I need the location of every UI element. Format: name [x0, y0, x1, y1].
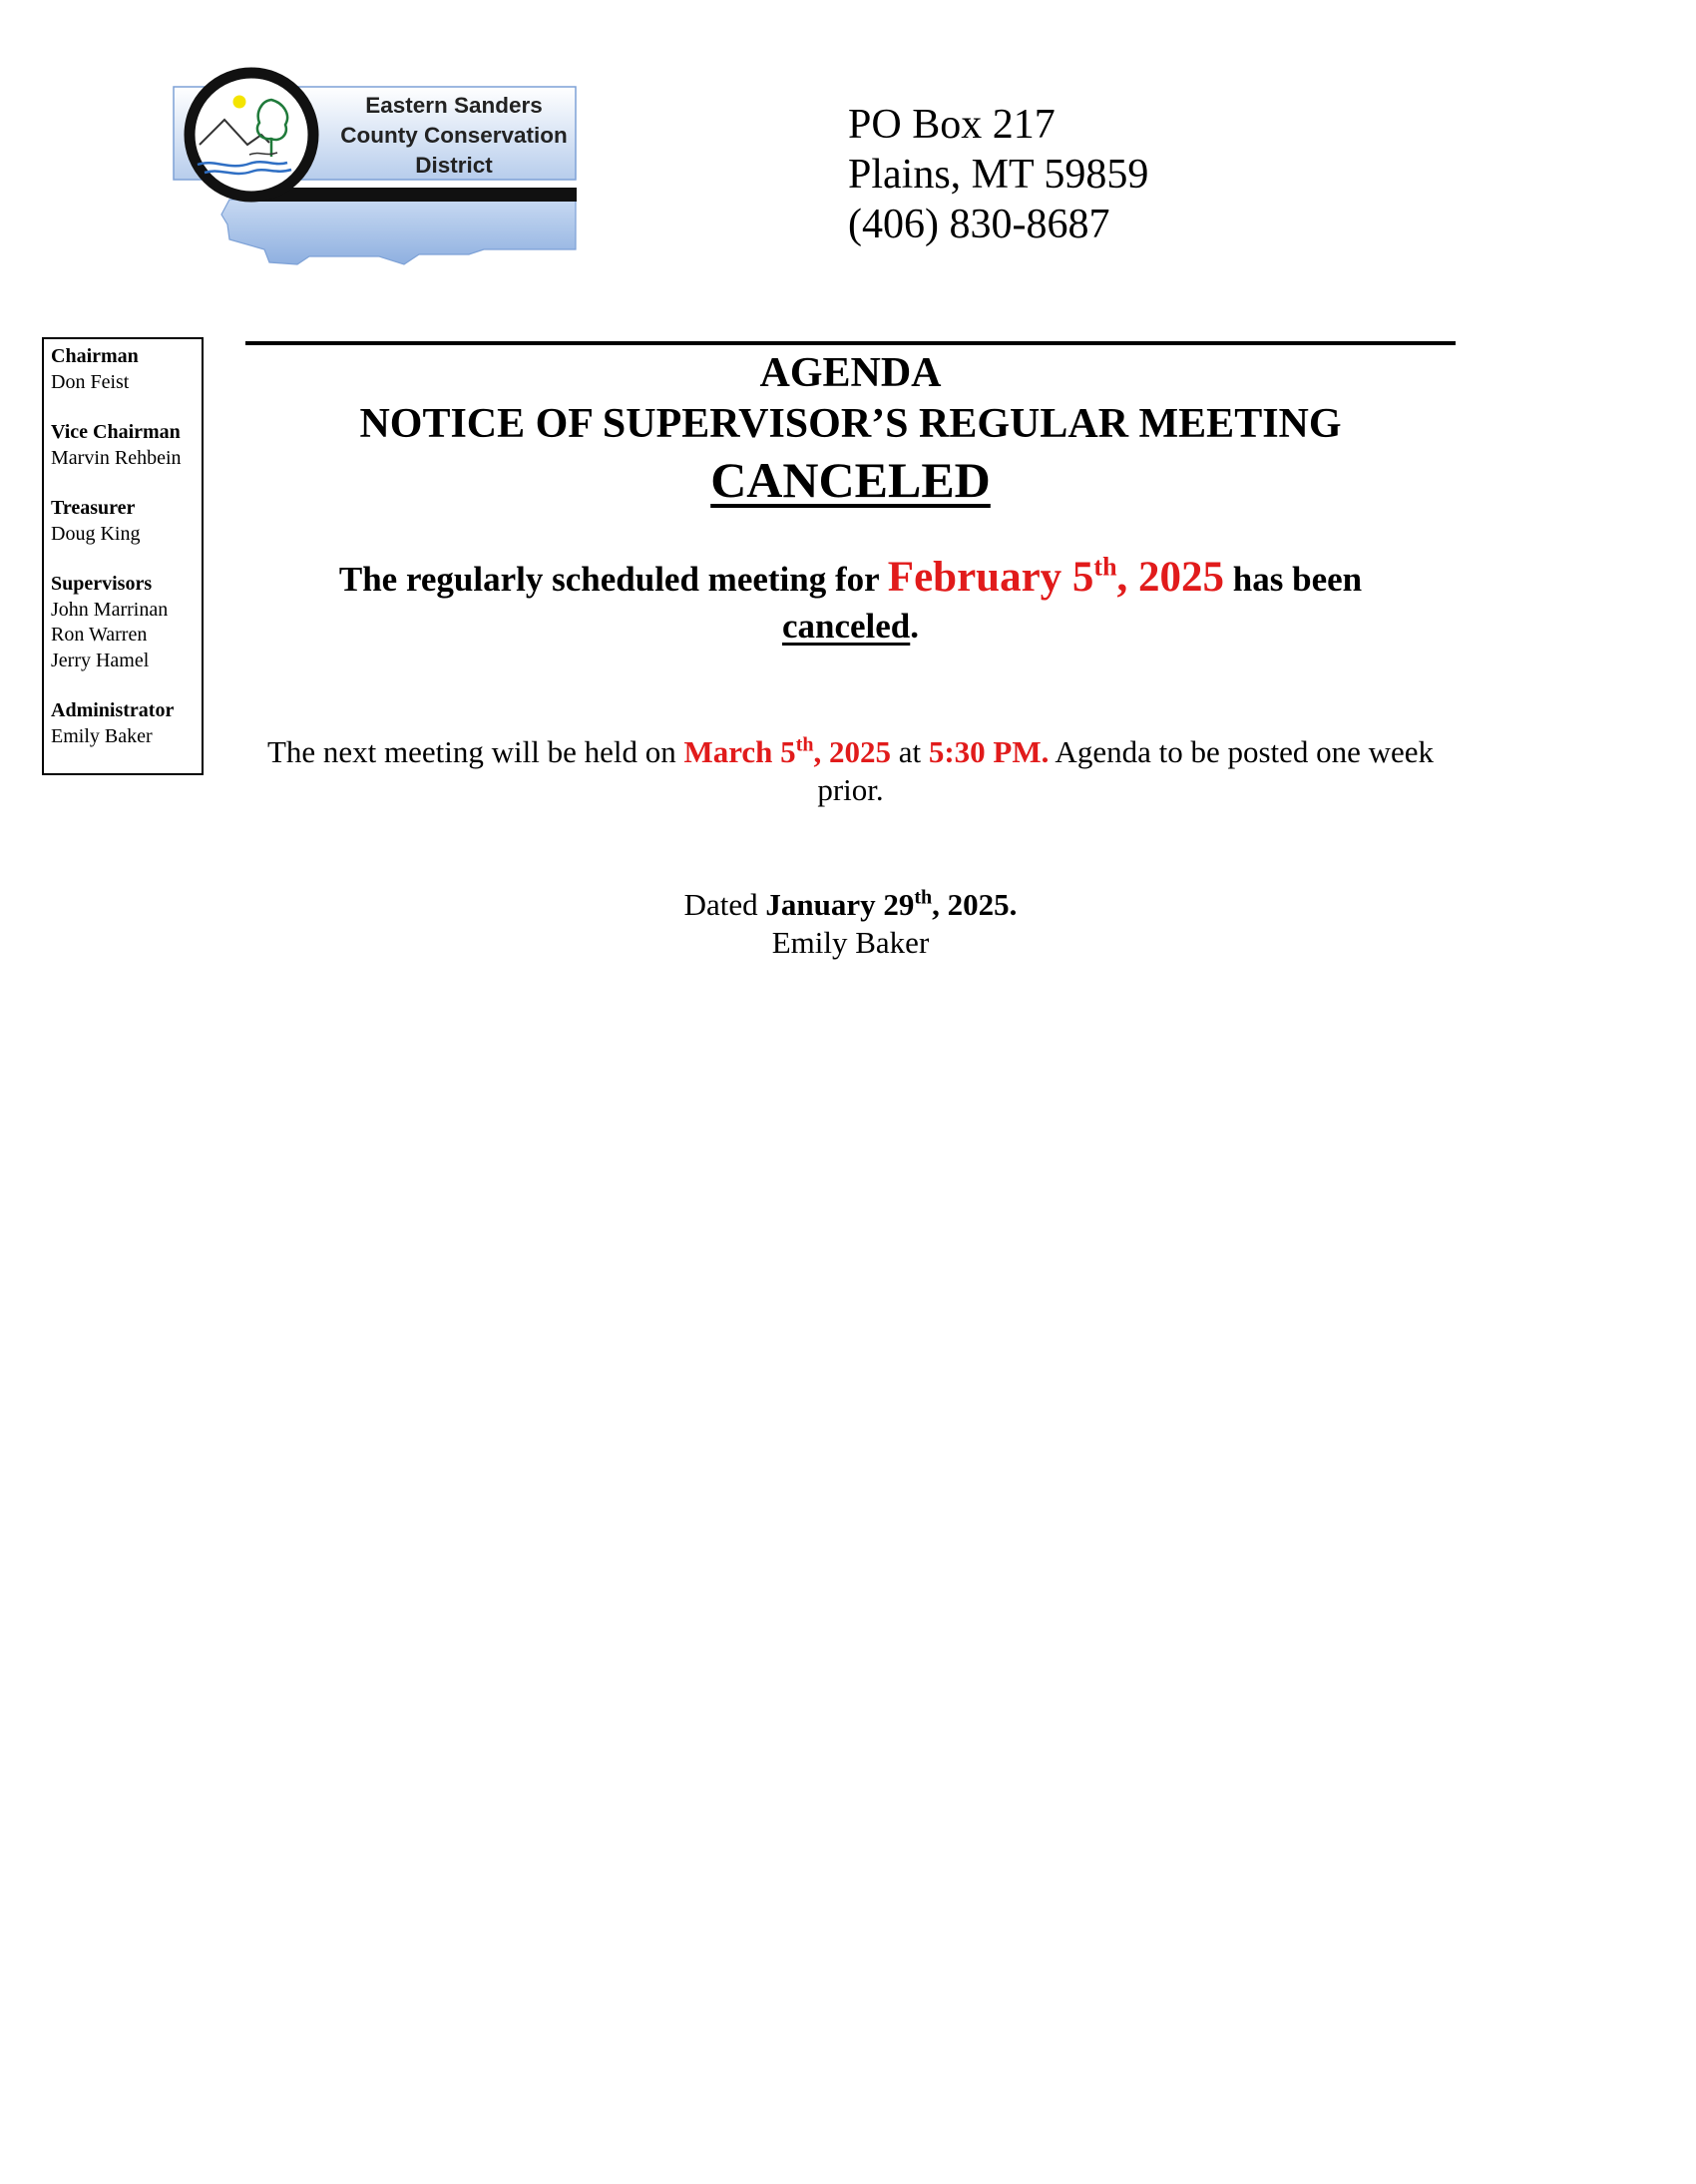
- logo-text-line-2: County Conservation: [340, 123, 568, 148]
- mailing-address: [848, 100, 1148, 249]
- canceled-date-year: , 2025: [1116, 554, 1225, 601]
- treasurer-name: Doug King: [51, 522, 141, 545]
- dated-date: [765, 887, 1017, 922]
- supervisor-name: Ron Warren: [51, 624, 148, 646]
- administrator-group: [51, 698, 202, 749]
- signer-name: Emily Baker: [771, 925, 930, 960]
- administrator-name: Emily Baker: [51, 724, 153, 747]
- supervisor-name: John Marrinan: [51, 598, 169, 621]
- canceled-heading: [245, 451, 1456, 509]
- montana-map-icon: [221, 200, 576, 264]
- next-meeting-date: [683, 734, 891, 769]
- canceled-date-suffix: th: [1093, 552, 1117, 582]
- chairman-label: Chairman: [51, 345, 139, 367]
- canceled-status: CANCELED: [710, 452, 991, 508]
- logo-text-line-1: Eastern Sanders: [365, 93, 543, 118]
- address-po-box: PO Box 217: [848, 102, 1056, 148]
- next-date-year: , 2025: [813, 734, 891, 769]
- vice-chairman-label: Vice Chairman: [51, 421, 181, 443]
- dated-date-suffix: th: [914, 886, 933, 909]
- chairman-name: Don Feist: [51, 370, 130, 393]
- canceled-meeting-date: [888, 554, 1224, 601]
- agenda-heading: AGENDA: [759, 350, 942, 396]
- next-meeting-notice: [235, 733, 1466, 809]
- header-divider: [245, 341, 1456, 345]
- cancellation-statement: [245, 554, 1456, 650]
- treasurer-label: Treasurer: [51, 497, 136, 519]
- next-meeting-time: 5:30 PM.: [928, 734, 1050, 769]
- next-meeting-prefix: The next meeting will be held on: [266, 734, 684, 769]
- logo-text: [319, 91, 589, 181]
- district-logo: [170, 65, 589, 279]
- supervisors-label: Supervisors: [51, 573, 153, 595]
- statement-prefix: The regularly scheduled meeting for: [338, 560, 888, 599]
- supervisors-group: [51, 572, 202, 673]
- chairman-group: [51, 344, 202, 395]
- notice-subheading: NOTICE OF SUPERVISOR’S REGULAR MEETING: [359, 401, 1342, 447]
- supervisor-name: Jerry Hamel: [51, 649, 150, 671]
- next-date-text: March 5: [683, 734, 796, 769]
- next-date-suffix: th: [795, 733, 814, 756]
- next-meeting-at: at: [890, 734, 929, 769]
- logo-text-line-3: District: [415, 153, 493, 178]
- treasurer-group: [51, 496, 202, 547]
- statement-canceled-word: canceled: [781, 607, 911, 646]
- vice-chairman-group: [51, 420, 202, 471]
- dated-label: Dated: [683, 887, 766, 922]
- dated-date-text: January 29: [765, 887, 915, 922]
- address-city: Plains, MT 59859: [848, 152, 1149, 198]
- next-meeting-suffix: Agenda to be posted one week prior.: [817, 734, 1435, 807]
- dated-signature: [245, 886, 1456, 962]
- canceled-date-text: February 5: [887, 554, 1094, 601]
- officers-sidebar: [42, 337, 204, 775]
- dated-date-year: , 2025.: [932, 887, 1018, 922]
- administrator-label: Administrator: [51, 699, 175, 721]
- statement-end: .: [910, 607, 920, 646]
- address-phone: (406) 830-8687: [848, 202, 1110, 247]
- statement-suffix: has been: [1224, 560, 1363, 599]
- sun-icon: [233, 96, 246, 109]
- vice-chairman-name: Marvin Rehbein: [51, 446, 182, 469]
